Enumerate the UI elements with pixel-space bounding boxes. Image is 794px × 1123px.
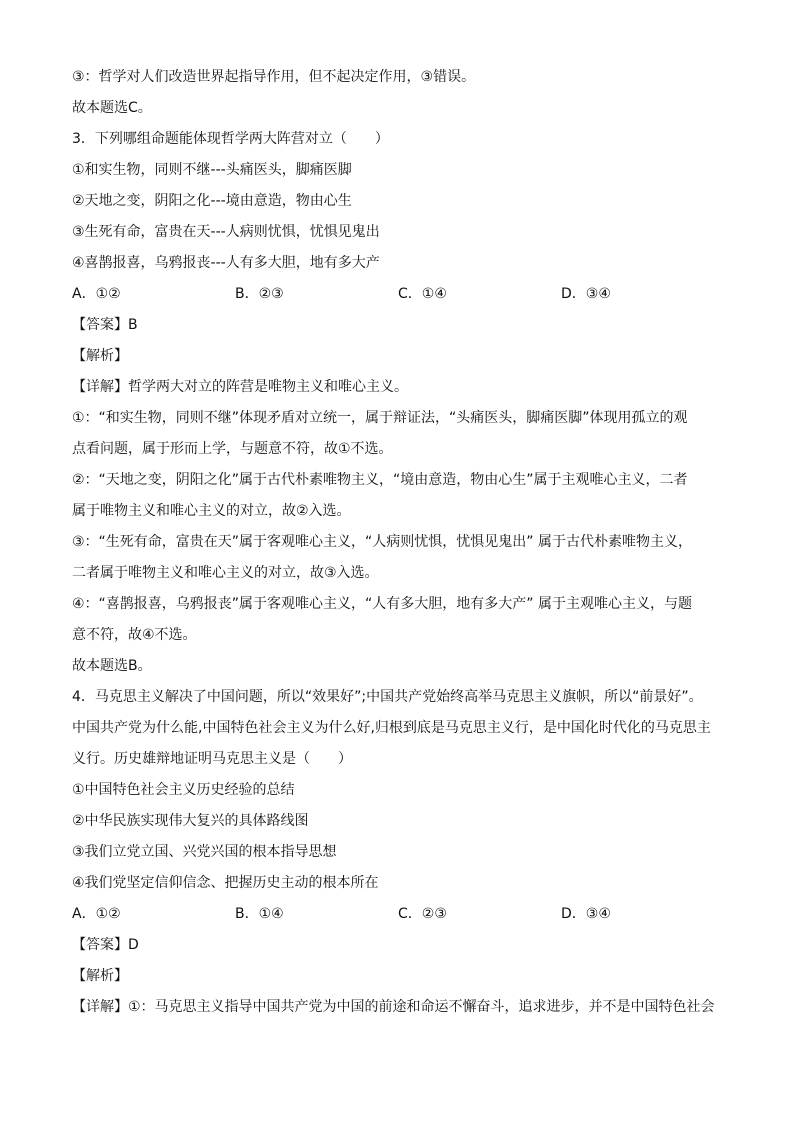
q3-option-a: A．①② [72, 286, 121, 302]
text-line: ③：“生死有命，富贵在天”属于客观唯心主义，“人病则忧惧，忧惧见鬼出” 属于古代朴素唯物主义， [72, 534, 693, 550]
q4-statement-3: ③我们立党立国、兴党兴国的根本指导思想 [72, 844, 337, 860]
text-line: 属于唯物主义和唯心主义的对立，故②入选。 [72, 503, 351, 519]
q3-statement-3: ③生死有命，富贵在天---人病则忧惧，忧惧见鬼出 [72, 224, 380, 240]
text-line: 中国共产党为什么能,中国特色社会主义为什么好,归根到底是马克思主义行，是中国化时代化的马克思主 [72, 720, 711, 736]
q4-statement-4: ④我们党坚定信仰信念、把握历史主动的根本所在 [72, 875, 379, 891]
q3-answer: 【答案】B [72, 317, 138, 333]
text-line: 二者属于唯物主义和唯心主义的对立，故③入选。 [72, 565, 379, 581]
text-line: ③：哲学对人们改造世界起指导作用，但不起决定作用，③错误。 [72, 69, 476, 85]
document-page [72, 62, 724, 1023]
text-line: 意不符，故④不选。 [72, 627, 197, 643]
q4-option-c: C．②③ [398, 906, 447, 922]
q3-statement-4: ④喜鹊报喜，乌鸦报丧---人有多大胆，地有多大产 [72, 255, 380, 271]
text-line: 故本题选C。 [72, 100, 152, 116]
q4-answer: 【答案】D [72, 937, 139, 953]
q4-statement-2: ②中华民族实现伟大复兴的具体路线图 [72, 813, 309, 829]
q3-options [72, 279, 724, 310]
q3-statement-2: ②天地之变，阴阳之化---境由意造，物由心生 [72, 193, 352, 209]
text-line: 故本题选B。 [72, 658, 152, 674]
q4-option-a: A．①② [72, 906, 121, 922]
question-3-stem: 3．下列哪组命题能体现哲学两大阵营对立（ ） [72, 131, 389, 147]
q4-options [72, 899, 724, 930]
question-4-stem: 4．马克思主义解决了中国问题，所以“效果好”;中国共产党始终高举马克思主义旗帜，所以“前景好”。 [72, 689, 703, 705]
q3-statement-1: ①和实生物，同则不继---头痛医头，脚痛医脚 [72, 162, 352, 178]
q4-option-b: B．①④ [235, 906, 284, 922]
text-line: 点看问题，属于形而上学，与题意不符，故①不选。 [72, 441, 393, 457]
q3-option-c: C．①④ [398, 286, 447, 302]
q4-statement-1: ①中国特色社会主义历史经验的总结 [72, 782, 295, 798]
q3-option-d: D．③④ [561, 286, 611, 302]
text-line: ①：“和实生物，同则不继”体现矛盾对立统一，属于辩证法，“头痛医头，脚痛医脚”体现用孤立的观 [72, 410, 688, 426]
q4-detail: 【详解】①：马克思主义指导中国共产党为中国的前途和命运不懈奋斗，追求进步，并不是中国特色社会 [72, 999, 715, 1015]
q3-analysis-heading: 【解析】 [72, 348, 128, 364]
text-line: ④：“喜鹊报喜，乌鸦报丧”属于客观唯心主义，“人有多大胆，地有多大产” 属于主观唯心主义，与题 [72, 596, 693, 612]
q3-option-b: B．②③ [235, 286, 284, 302]
q4-analysis-heading: 【解析】 [72, 968, 128, 984]
text-line: ②：“天地之变，阴阳之化”属于古代朴素唯物主义，“境由意造，物由心生”属于主观唯心主义，二者 [72, 472, 688, 488]
q3-detail: 【详解】哲学两大对立的阵营是唯物主义和唯心主义。 [72, 379, 408, 395]
q4-option-d: D．③④ [561, 906, 611, 922]
text-line: 义行。历史雄辩地证明马克思主义是（ ） [72, 751, 352, 767]
